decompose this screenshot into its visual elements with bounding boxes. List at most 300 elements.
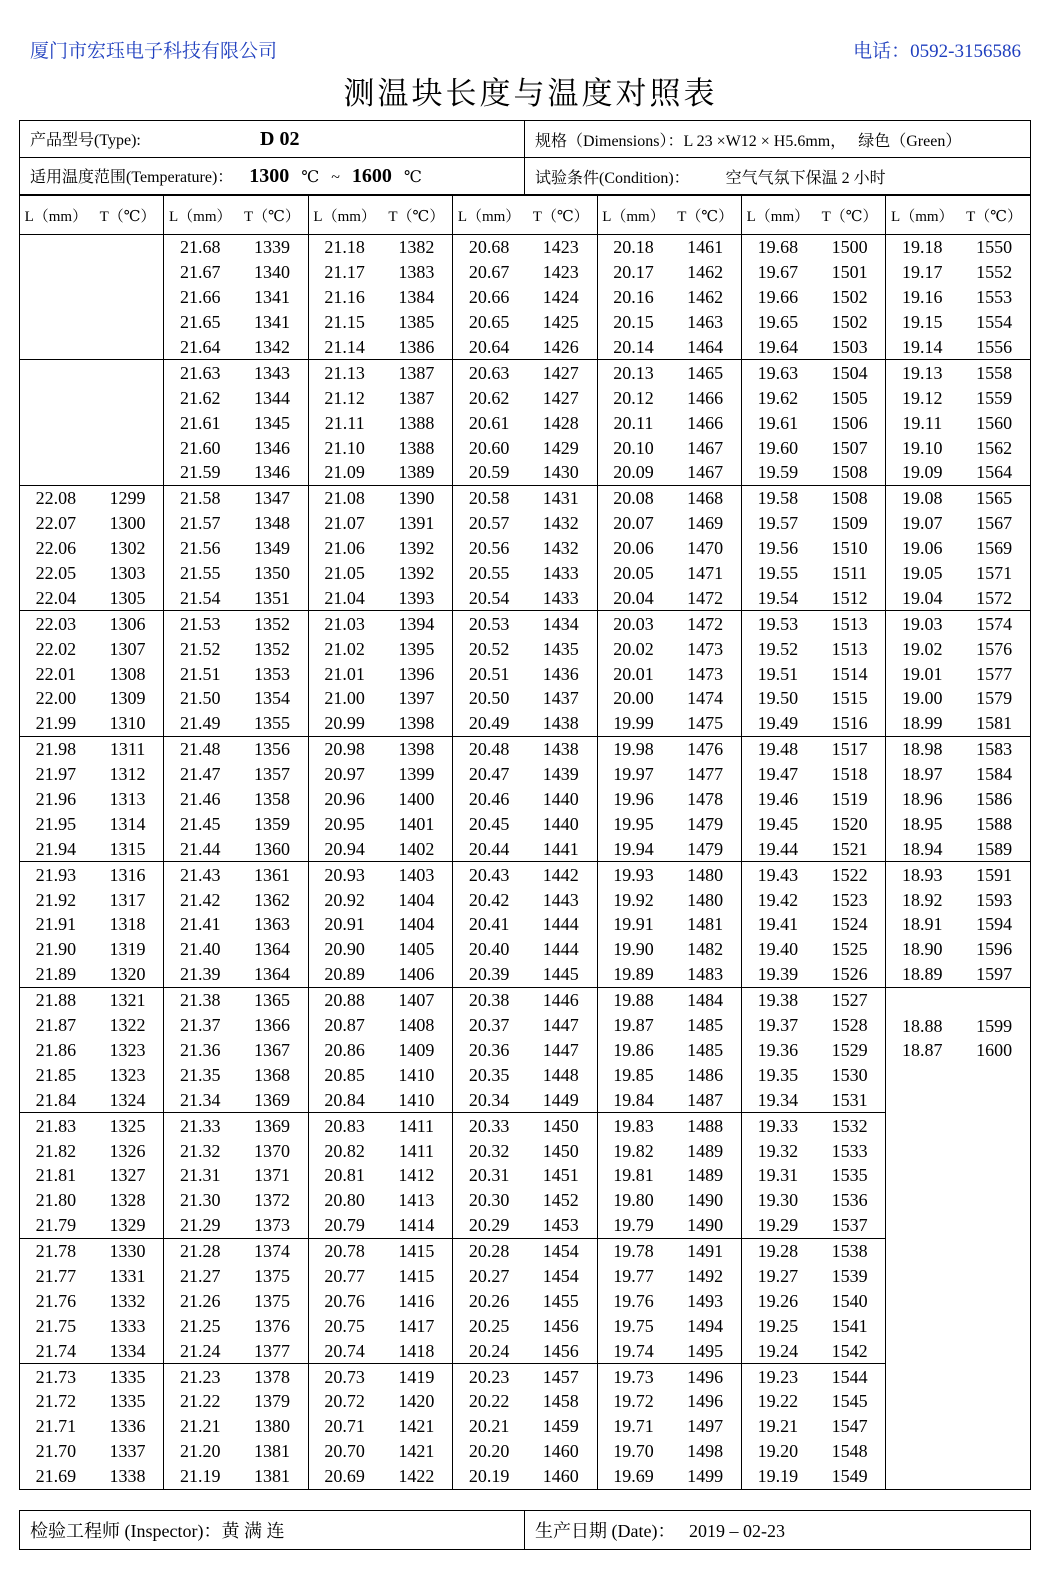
temperature-cell: 1536: [831, 1190, 868, 1211]
temperature-cell: 1476: [669, 736, 741, 761]
temperature-cell: 1502: [831, 312, 868, 333]
length-cell: 19.29: [742, 1213, 814, 1238]
length-cell: 20.07: [597, 511, 669, 536]
temperature-cell: 1405: [398, 939, 435, 960]
temperature-cell: 1425: [542, 312, 579, 333]
column-header-length: L（mm）: [453, 196, 525, 235]
temperature-cell: 1492: [687, 1265, 724, 1286]
temperature-cell: 1473: [687, 638, 724, 659]
column-header-length: L（mm）: [308, 196, 380, 235]
temperature-cell: 1440: [542, 789, 579, 810]
temperature-cell: 1486: [687, 1064, 724, 1085]
temperature-cell: 1356: [236, 736, 308, 761]
column-header-length: L（mm）: [164, 196, 236, 235]
temperature-cell: [92, 285, 164, 310]
length-cell: 20.62: [453, 385, 525, 410]
length-cell: 20.16: [597, 285, 669, 310]
temperature-cell: [958, 1264, 1030, 1289]
temperature-cell: 1503: [831, 337, 868, 357]
length-cell: 19.78: [597, 1238, 669, 1263]
temperature-cell: [958, 1439, 1030, 1464]
temperature-cell: 1528: [831, 1015, 868, 1036]
temperature-cell: 1368: [253, 1064, 290, 1085]
dimensions-value: L 23 ×W12 × H5.6mm，: [683, 132, 847, 150]
length-cell: 21.83: [20, 1113, 92, 1138]
temperature-cell: 1432: [542, 538, 579, 559]
temperature-cell: 1433: [542, 563, 579, 584]
length-cell: 21.45: [164, 811, 236, 836]
length-cell: 22.02: [20, 636, 92, 661]
length-cell: 19.34: [742, 1087, 814, 1112]
temperature-cell: 1541: [831, 1315, 868, 1336]
temperature-cell: 1326: [109, 1140, 146, 1161]
temperature-cell: 1448: [542, 1064, 579, 1085]
length-cell: 19.81: [597, 1163, 669, 1188]
temperature-cell: 1465: [669, 360, 741, 385]
temperature-cell: 1469: [687, 513, 724, 534]
length-cell: [20, 460, 92, 485]
length-cell: 21.19: [164, 1464, 236, 1489]
length-cell: 21.95: [20, 811, 92, 836]
length-cell: 19.82: [597, 1138, 669, 1163]
temperature-cell: 1389: [398, 462, 435, 483]
temperature-cell: 1600: [958, 1038, 1030, 1063]
length-cell: 20.52: [453, 636, 525, 661]
temperature-cell: 1392: [398, 563, 435, 584]
table-row: [20, 360, 1031, 385]
length-cell: 19.57: [742, 511, 814, 536]
length-cell: 19.84: [597, 1087, 669, 1112]
length-cell: 21.88: [20, 987, 92, 1012]
length-cell: 21.68: [164, 235, 236, 260]
temperature-cell: 1540: [831, 1290, 868, 1311]
table-row: [20, 1188, 1031, 1213]
temperature-cell: 1421: [398, 1416, 435, 1437]
length-cell: 18.95: [886, 811, 958, 836]
length-cell: 20.93: [308, 862, 380, 887]
length-cell: 19.44: [742, 836, 814, 861]
length-cell: 21.86: [20, 1038, 92, 1063]
temperature-cell: 1579: [958, 686, 1030, 711]
temperature-cell: 1381: [253, 1441, 290, 1462]
temperature-cell: 1371: [253, 1165, 290, 1186]
temperature-cell: [92, 335, 164, 360]
temperature-cell: 1341: [253, 287, 290, 308]
length-cell: 20.83: [308, 1113, 380, 1138]
length-cell: [20, 410, 92, 435]
length-cell: 19.55: [742, 561, 814, 586]
length-cell: 20.78: [308, 1238, 380, 1263]
temperature-cell: 1427: [525, 360, 597, 385]
temperature-cell: 1588: [958, 811, 1030, 836]
temperature-cell: 1359: [253, 813, 290, 834]
length-cell: 20.33: [453, 1113, 525, 1138]
length-cell: [20, 385, 92, 410]
length-cell: 20.53: [453, 611, 525, 636]
temperature-cell: 1416: [398, 1290, 435, 1311]
temperature-cell: 1388: [398, 412, 435, 433]
length-cell: 20.50: [453, 686, 525, 711]
temperature-cell: 1357: [253, 764, 290, 785]
length-cell: 21.93: [20, 862, 92, 887]
temperature-cell: 1483: [687, 964, 724, 985]
temperature-cell: 1344: [253, 387, 290, 408]
temperature-cell: 1438: [542, 713, 579, 734]
length-cell: 19.97: [597, 762, 669, 787]
temperature-cell: 1479: [687, 838, 724, 859]
length-cell: 19.46: [742, 787, 814, 812]
column-header-length: L（mm）: [886, 196, 958, 235]
temperature-cell: 1500: [814, 235, 886, 260]
table-row: [20, 1288, 1031, 1313]
temperature-cell: 1411: [381, 1113, 453, 1138]
length-cell: 19.31: [742, 1163, 814, 1188]
temperature-cell: 1307: [109, 638, 146, 659]
temperature-cell: 1379: [253, 1391, 290, 1412]
table-row: [20, 285, 1031, 310]
length-cell: 19.60: [742, 435, 814, 460]
temperature-cell: 1380: [253, 1416, 290, 1437]
length-cell: 19.59: [742, 460, 814, 485]
temperature-cell: 1571: [958, 561, 1030, 586]
length-cell: 21.08: [308, 485, 380, 510]
column-header-temperature: T（℃）: [92, 196, 164, 235]
temperature-cell: 1583: [958, 736, 1030, 761]
temperature-cell: 1369: [253, 1089, 290, 1110]
temperature-cell: 1485: [687, 1039, 724, 1060]
temperature-cell: 1458: [542, 1391, 579, 1412]
temperature-cell: 1404: [398, 889, 435, 910]
temperature-cell: 1339: [236, 235, 308, 260]
temperature-cell: 1398: [381, 736, 453, 761]
length-cell: 22.08: [20, 485, 92, 510]
inspector-label: 检验工程师 (Inspector)：: [30, 1521, 222, 1541]
temperature-cell: 1461: [669, 235, 741, 260]
length-cell: 19.27: [742, 1264, 814, 1289]
length-cell: 21.74: [20, 1338, 92, 1363]
table-row: [20, 260, 1031, 285]
temperature-cell: 1544: [814, 1364, 886, 1389]
column-header-temperature: T（℃）: [236, 196, 308, 235]
temperature-cell: 1419: [381, 1364, 453, 1389]
temperature-cell: [958, 1113, 1030, 1138]
length-cell: 21.42: [164, 887, 236, 912]
length-cell: 21.00: [308, 686, 380, 711]
temperature-cell: 1428: [542, 412, 579, 433]
temperature-cell: 1327: [109, 1165, 146, 1186]
length-cell: 20.68: [453, 235, 525, 260]
temperature-cell: 1451: [542, 1165, 579, 1186]
temperature-cell: 1325: [92, 1113, 164, 1138]
temperature-cell: 1494: [687, 1315, 724, 1336]
length-cell: 19.06: [886, 536, 958, 561]
temperature-cell: 1530: [831, 1064, 868, 1085]
temperature-cell: [92, 435, 164, 460]
length-cell: 20.38: [453, 987, 525, 1012]
temperature-cell: [92, 385, 164, 410]
length-cell: 19.70: [597, 1439, 669, 1464]
length-cell: 20.03: [597, 611, 669, 636]
temperature-cell: 1400: [398, 789, 435, 810]
temperature-cell: 1427: [542, 387, 579, 408]
length-cell: 20.71: [308, 1414, 380, 1439]
length-cell: 20.36: [453, 1038, 525, 1063]
temperature-cell: 1577: [958, 661, 1030, 686]
length-cell: 19.07: [886, 511, 958, 536]
length-cell: 19.80: [597, 1188, 669, 1213]
length-cell: 20.63: [453, 360, 525, 385]
temperature-unit-min: ℃: [301, 169, 320, 186]
temperature-cell: 1443: [542, 889, 579, 910]
length-cell: 21.05: [308, 561, 380, 586]
length-cell: 19.20: [742, 1439, 814, 1464]
length-cell: 19.37: [742, 1013, 814, 1038]
length-cell: 21.33: [164, 1113, 236, 1138]
length-cell: 19.36: [742, 1038, 814, 1063]
length-cell: 20.59: [453, 460, 525, 485]
length-cell: [20, 235, 92, 260]
length-cell: 21.75: [20, 1313, 92, 1338]
length-cell: 20.58: [453, 485, 525, 510]
temperature-cell: 1346: [253, 437, 290, 458]
temperature-cell: 1497: [687, 1416, 724, 1437]
length-cell: 19.63: [742, 360, 814, 385]
temperature-cell: 1441: [542, 838, 579, 859]
length-cell: 19.48: [742, 736, 814, 761]
table-row: [20, 536, 1031, 561]
length-cell: 20.96: [308, 787, 380, 812]
length-cell: 21.04: [308, 585, 380, 610]
temperature-cell: 1450: [525, 1113, 597, 1138]
length-cell: 20.06: [597, 536, 669, 561]
table-row: [20, 962, 1031, 987]
temperature-cell: 1599: [958, 1013, 1030, 1038]
length-cell: 19.72: [597, 1389, 669, 1414]
length-cell: 20.56: [453, 536, 525, 561]
temperature-cell: 1455: [542, 1290, 579, 1311]
table-row: [20, 1087, 1031, 1112]
length-cell: 20.39: [453, 962, 525, 987]
temperature-cell: 1531: [831, 1089, 868, 1110]
length-cell: 21.92: [20, 887, 92, 912]
length-cell: 21.36: [164, 1038, 236, 1063]
temperature-cell: 1316: [92, 862, 164, 887]
temperature-cell: 1438: [525, 736, 597, 761]
temperature-cell: 1340: [253, 262, 290, 283]
length-cell: 21.38: [164, 987, 236, 1012]
temperature-cell: 1399: [398, 764, 435, 785]
temperature-cell: 1434: [525, 611, 597, 636]
length-cell: 19.98: [597, 736, 669, 761]
temperature-cell: 1549: [814, 1464, 886, 1489]
table-row: [20, 1038, 1031, 1063]
length-cell: 20.79: [308, 1213, 380, 1238]
length-cell: 19.01: [886, 661, 958, 686]
temperature-cell: 1495: [687, 1340, 724, 1361]
length-cell: [886, 1238, 958, 1263]
temperature-cell: 1565: [958, 485, 1030, 510]
temperature-cell: 1393: [398, 587, 435, 608]
table-row: [20, 787, 1031, 812]
length-cell: 20.47: [453, 762, 525, 787]
table-row: [20, 987, 1031, 1012]
length-cell: [20, 435, 92, 460]
temperature-cell: 1312: [109, 764, 146, 785]
length-cell: 21.21: [164, 1414, 236, 1439]
temperature-cell: 1423: [525, 235, 597, 260]
temperature-cell: 1509: [831, 513, 868, 534]
length-cell: 21.90: [20, 937, 92, 962]
temperature-cell: 1383: [398, 262, 435, 283]
length-cell: 19.05: [886, 561, 958, 586]
temperature-cell: 1395: [398, 638, 435, 659]
length-cell: 20.74: [308, 1338, 380, 1363]
temperature-cell: 1523: [831, 889, 868, 910]
length-cell: 21.35: [164, 1062, 236, 1087]
temperature-cell: 1429: [542, 437, 579, 458]
temperature-cell: 1328: [109, 1190, 146, 1211]
temperature-cell: 1584: [958, 762, 1030, 787]
length-cell: 20.19: [453, 1464, 525, 1489]
temperature-cell: 1313: [109, 789, 146, 810]
length-cell: 20.00: [597, 686, 669, 711]
length-cell: 21.81: [20, 1163, 92, 1188]
temperature-cell: 1567: [958, 511, 1030, 536]
temperature-cell: 1361: [236, 862, 308, 887]
temperature-cell: 1335: [109, 1391, 146, 1412]
temperature-cell: 1408: [398, 1015, 435, 1036]
temperature-cell: 1315: [109, 838, 146, 859]
column-header-length: L（mm）: [597, 196, 669, 235]
temperature-cell: 1507: [831, 437, 868, 458]
temperature-cell: 1537: [831, 1215, 868, 1236]
length-cell: 21.67: [164, 260, 236, 285]
length-cell: 20.42: [453, 887, 525, 912]
length-cell: 19.32: [742, 1138, 814, 1163]
temperature-cell: 1550: [958, 235, 1030, 260]
length-cell: 19.19: [742, 1464, 814, 1489]
temperature-cell: 1491: [669, 1238, 741, 1263]
temperature-cell: 1402: [398, 838, 435, 859]
temperature-cell: 1417: [398, 1315, 435, 1336]
temperature-cell: 1413: [398, 1190, 435, 1211]
length-cell: 21.72: [20, 1389, 92, 1414]
length-cell: 20.60: [453, 435, 525, 460]
length-cell: 20.41: [453, 912, 525, 937]
temperature-cell: [958, 1213, 1030, 1238]
temperature-cell: 1354: [253, 688, 290, 709]
table-row: [20, 862, 1031, 887]
length-cell: 19.38: [742, 987, 814, 1012]
inspector-name: 黄 满 连: [221, 1521, 285, 1541]
length-cell: 19.30: [742, 1188, 814, 1213]
length-cell: 21.96: [20, 787, 92, 812]
table-row: [20, 912, 1031, 937]
temperature-cell: 1562: [958, 435, 1030, 460]
temperature-cell: 1397: [398, 688, 435, 709]
length-cell: 21.57: [164, 511, 236, 536]
table-row: [20, 611, 1031, 636]
temperature-cell: 1388: [398, 437, 435, 458]
length-cell: 21.44: [164, 836, 236, 861]
length-cell: 19.94: [597, 836, 669, 861]
length-cell: 19.83: [597, 1113, 669, 1138]
temperature-cell: 1392: [398, 538, 435, 559]
table-row: [20, 836, 1031, 861]
temperature-cell: 1454: [525, 1238, 597, 1263]
temperature-label: 适用温度范围(Temperature)：: [30, 169, 234, 186]
company-name: 厦门市宏珏电子科技有限公司: [30, 41, 278, 62]
length-cell: 21.30: [164, 1188, 236, 1213]
temperature-cell: 1398: [398, 713, 435, 734]
temperature-cell: 1385: [398, 312, 435, 333]
temperature-cell: 1512: [831, 587, 868, 608]
length-cell: 21.66: [164, 285, 236, 310]
temperature-cell: 1305: [109, 587, 146, 608]
length-cell: [20, 335, 92, 360]
length-cell: 21.94: [20, 836, 92, 861]
temperature-cell: 1418: [398, 1340, 435, 1361]
temperature-cell: 1346: [253, 462, 290, 483]
length-cell: 19.13: [886, 360, 958, 385]
length-cell: 19.39: [742, 962, 814, 987]
length-cell: 20.69: [308, 1464, 380, 1489]
temperature-cell: 1524: [831, 914, 868, 935]
table-row: [20, 485, 1031, 510]
length-cell: 21.46: [164, 787, 236, 812]
length-cell: 21.53: [164, 611, 236, 636]
temperature-cell: 1348: [253, 513, 290, 534]
temperature-cell: 1415: [381, 1238, 453, 1263]
temperature-cell: 1440: [542, 813, 579, 834]
length-cell: 21.71: [20, 1414, 92, 1439]
temperature-cell: 1489: [687, 1165, 724, 1186]
length-cell: 20.80: [308, 1188, 380, 1213]
length-cell: 21.15: [308, 310, 380, 335]
length-cell: 20.70: [308, 1439, 380, 1464]
column-header-temperature: T（℃）: [525, 196, 597, 235]
length-cell: 19.33: [742, 1113, 814, 1138]
length-cell: 21.39: [164, 962, 236, 987]
length-cell: 19.67: [742, 260, 814, 285]
temperature-cell: 1501: [831, 262, 868, 283]
length-cell: 21.25: [164, 1313, 236, 1338]
length-cell: 19.85: [597, 1062, 669, 1087]
temperature-cell: 1452: [542, 1190, 579, 1211]
temperature-cell: 1332: [109, 1290, 146, 1311]
temperature-cell: 1484: [669, 987, 741, 1012]
temperature-cell: 1318: [109, 914, 146, 935]
temperature-cell: 1477: [687, 764, 724, 785]
length-cell: [886, 1288, 958, 1313]
length-cell: 20.54: [453, 585, 525, 610]
temperature-cell: 1410: [398, 1064, 435, 1085]
temperature-cell: [92, 310, 164, 335]
temperature-cell: 1593: [958, 887, 1030, 912]
table-row: [20, 736, 1031, 761]
temperature-cell: 1366: [253, 1015, 290, 1036]
length-cell: 21.70: [20, 1439, 92, 1464]
temperature-cell: 1423: [542, 262, 579, 283]
temperature-cell: 1384: [398, 287, 435, 308]
length-cell: 21.01: [308, 661, 380, 686]
length-cell: 19.77: [597, 1264, 669, 1289]
length-cell: 18.93: [886, 862, 958, 887]
length-cell: [886, 1113, 958, 1138]
length-cell: 19.52: [742, 636, 814, 661]
temperature-cell: 1480: [687, 889, 724, 910]
length-cell: 19.68: [742, 235, 814, 260]
